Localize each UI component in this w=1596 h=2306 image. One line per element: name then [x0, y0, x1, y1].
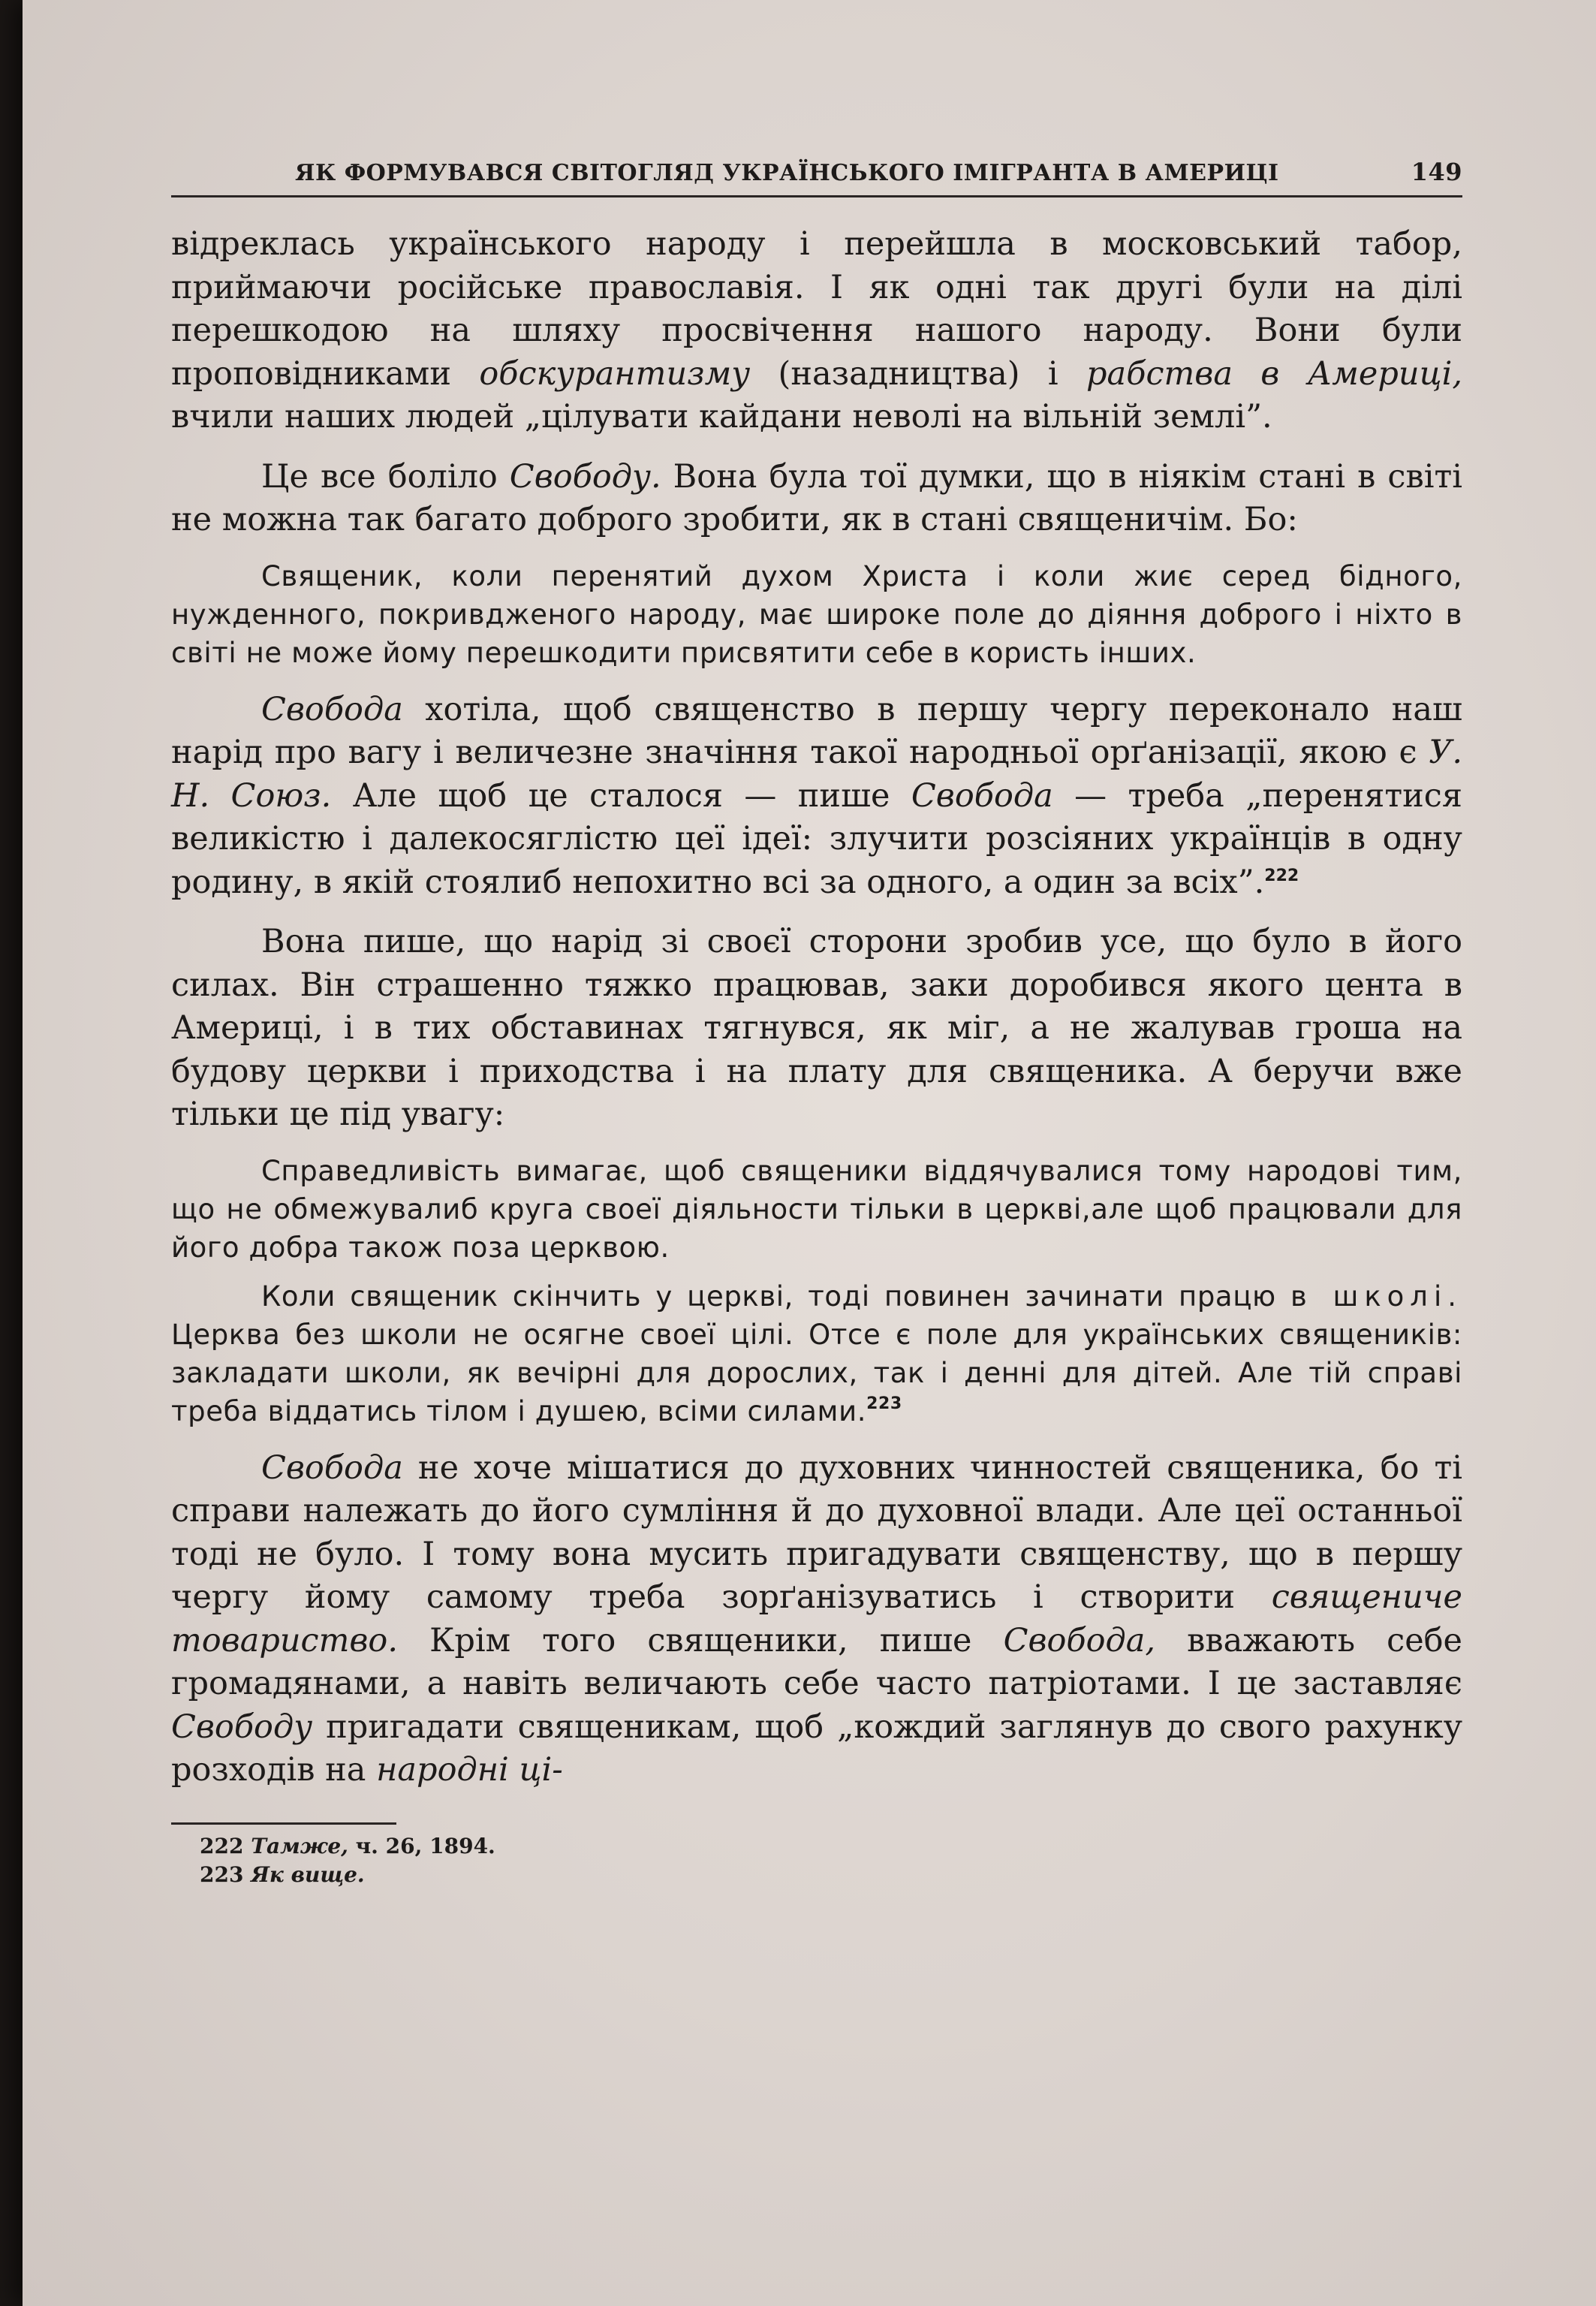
footnote-ref-222[interactable]: 222	[1264, 866, 1299, 885]
italic-term: Свободу.	[509, 457, 661, 496]
text-span: хотіла, щоб священство в першу чергу переконало наш нарід про вагу і величезне значіння такої народньої орґанізації, якою є	[171, 690, 1462, 771]
text-span: — треба „перенятися великістю і далекосяглістю цеї ідеї: злучити розсіяних українців в одну родину, в якій стоялиб непохитно всі за одного, а один за всіх”.	[171, 776, 1463, 901]
text-span: Коли священик скінчить у церкві, тоді повинен зачинати працю	[261, 1280, 1290, 1313]
block-quote-1: Священик, коли перенятий духом Христа і коли жиє серед бідного, нужденного, покривдженого народу, має широке поле до діяння доброго і ніхто в світі не може йому перешкодити присвятити себе в користь інших.	[171, 559, 1462, 669]
text-span: Крім того священики, пише	[398, 1621, 1004, 1659]
block-quote-3	[171, 1277, 1462, 1430]
italic-term: Свобода	[911, 776, 1053, 815]
text-span: вважають себе громадянами, а навіть величають себе часто патріотами. І це заставляє	[171, 1621, 1462, 1702]
running-header	[171, 158, 1462, 197]
italic-term: Свобода	[261, 1448, 403, 1487]
text-span: Церква без школи не осягне своеї цілі. Отсе є поле для українських священиків: закладати школи, як вечірні для дорослих, так і денні для дітей. Але тій справі треба віддатись тілом і душею, всіми силами.	[171, 1318, 1462, 1427]
footnote-source: Як вище.	[251, 1861, 365, 1887]
running-title: ЯК ФОРМУВАВСЯ СВІТОГЛЯД УКРАЇНСЬКОГО ІМІГРАНТА В АМЕРИЦІ	[295, 160, 1279, 186]
text-span: Вона була тої думки, що в ніякім стані в світі не можна так багато доброго зробити, як в стані священичім. Бо:	[171, 457, 1462, 538]
book-page	[23, 0, 1596, 2306]
paragraph-4: Вона пише, що нарід зі своєї сторони зробив усе, що було в його силах. Він страшенно тяжко працював, заки доробився якого цента в Америці, і в тих обставинах тягнувся, як міг, а не жалував гроша на будову церкви і приходства і на плату для священика. А беручи вже тільки це під увагу:	[171, 923, 1462, 1133]
text-span: Але щоб це сталося — пише	[331, 776, 911, 815]
text-span: пригадати священикам, щоб „кождий заглянув до свого рахунку розходів на	[171, 1708, 1462, 1789]
italic-term: У. Н. Союз.	[171, 734, 1462, 815]
text-span: Це все боліло	[261, 457, 510, 496]
block-quote-2: Справедливість вимагає, щоб священики віддячувалися тому народові тим, що не обмежувалиб круга своеї діяльности тільки в церкві,але щоб працювали для його добра також поза церквою.	[171, 1154, 1462, 1264]
footnote-number: 223	[200, 1861, 244, 1887]
footnote-divider	[171, 1822, 396, 1825]
text-span: не хоче мішатися до духовних чинностей священика, бо ті справи належать до його сумління й до духовної влади. Але цеї останньої тоді не було. І тому вона мусить пригадувати священству, що в першу чергу йому самому треба зорґанізуватись і створити	[171, 1448, 1462, 1616]
spaced-emphasis: в школі.	[1290, 1280, 1462, 1313]
text-span: вчили наших людей „цілувати кайдани неволі на вільній землі”.	[171, 398, 1272, 436]
italic-term: обскурантизму	[479, 354, 751, 393]
italic-term: рабства в Америці,	[1086, 354, 1462, 393]
italic-term: Свободу	[171, 1708, 313, 1746]
text-span: (назадництва) і	[750, 354, 1087, 393]
italic-term: народні ці-	[376, 1751, 563, 1789]
paragraph-2	[171, 456, 1462, 542]
footnote-223	[200, 1861, 1462, 1889]
paragraph-1	[171, 223, 1462, 439]
footnote-ref-223[interactable]: 223	[866, 1394, 902, 1413]
italic-term: Свобода	[261, 690, 403, 728]
paragraph-5	[171, 1447, 1462, 1792]
footnote-text: ч. 26, 1894.	[348, 1833, 495, 1858]
paragraph-3	[171, 689, 1462, 905]
text-span: відреклась українського народу і перейшла в московський табор, приймаючи російське православія. І як одні так другі були на ділі перешкодою на шляху просвічення нашого народу. Вони були проповідниками	[171, 225, 1462, 393]
footnote-number: 222	[200, 1833, 244, 1858]
page-number: 149	[1411, 158, 1462, 186]
page-content	[171, 158, 1462, 1889]
footnote-222	[200, 1832, 1462, 1861]
italic-term: Свобода,	[1003, 1621, 1156, 1659]
footnote-source: Тамже,	[251, 1833, 348, 1858]
italic-term: священиче товариство.	[171, 1578, 1462, 1659]
